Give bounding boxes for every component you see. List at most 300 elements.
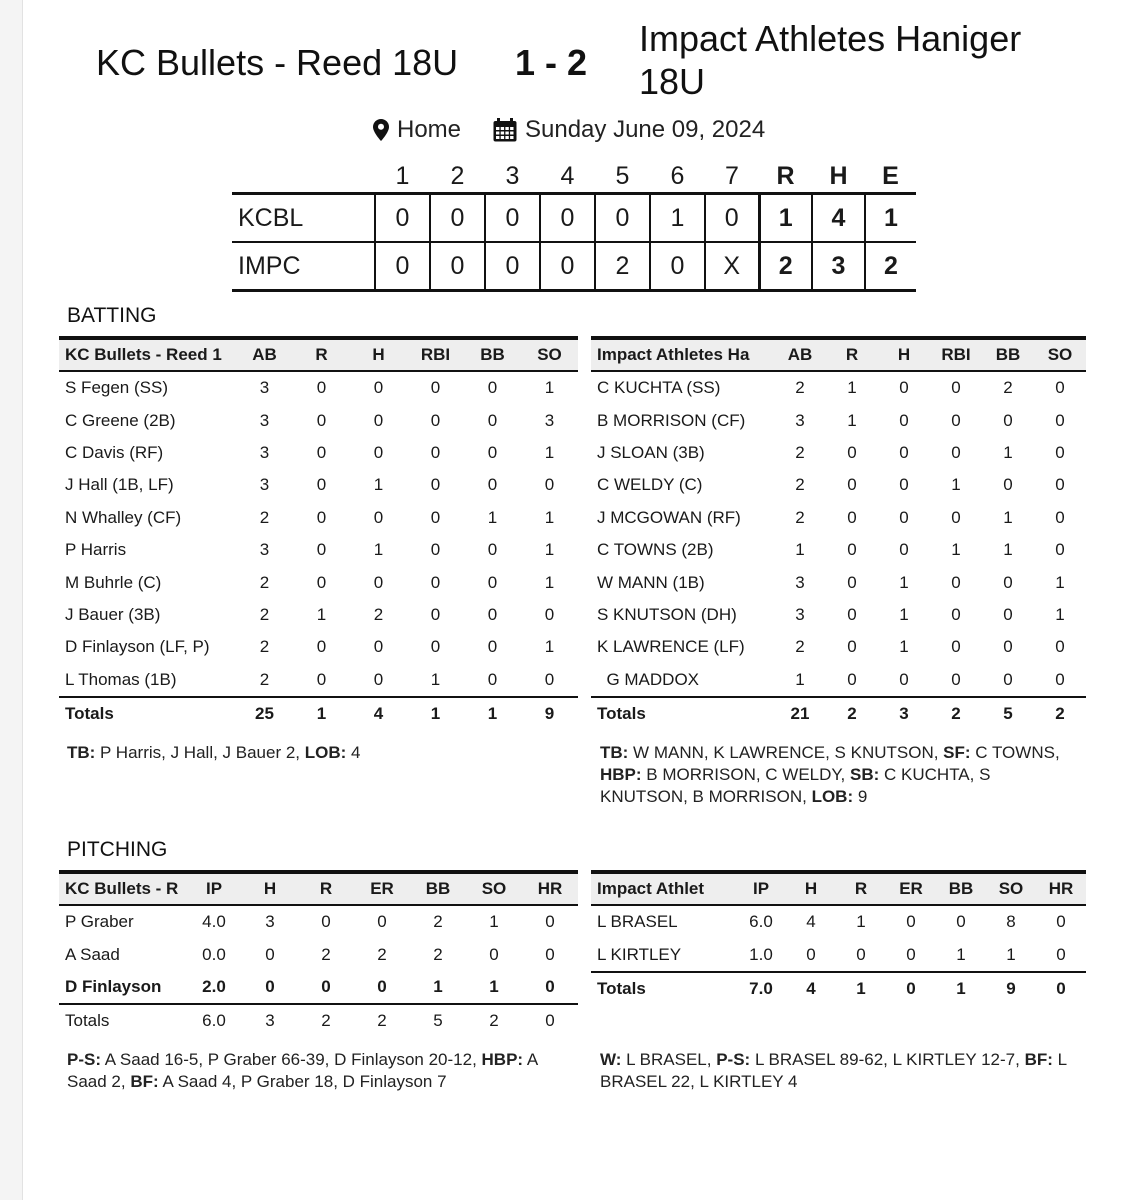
- stat-cell: 0: [316, 475, 327, 495]
- stat-cell: 0: [373, 442, 384, 462]
- player-name: J Hall (1B, LF): [65, 475, 174, 495]
- totals-cell: 1: [836, 972, 886, 1005]
- stat-cell: 1: [489, 912, 499, 932]
- linescore-table: [232, 160, 916, 292]
- stat-cell: 0: [1056, 912, 1066, 932]
- team-column-header: Impact Athletes Ha: [591, 338, 774, 371]
- stat-cell: 0: [316, 507, 327, 527]
- player-row: [59, 566, 578, 598]
- stat-cell: 0: [487, 540, 498, 560]
- stat-cell: 0: [489, 944, 499, 964]
- stat-column-header: BB: [464, 338, 521, 371]
- player-row: [591, 664, 1086, 697]
- stat-cell: 3: [259, 540, 270, 560]
- stat-cell: 0: [1055, 637, 1065, 657]
- home-team-name: KC Bullets - Reed 18U: [96, 42, 459, 83]
- stat-cell: 0: [1003, 572, 1013, 592]
- map-pin-icon: [373, 119, 389, 141]
- note-label: HBP:: [481, 1050, 524, 1069]
- totals-cell: 5: [982, 697, 1034, 730]
- note-label: P-S:: [716, 1050, 751, 1069]
- calendar-icon: [493, 118, 517, 142]
- stat-cell: 0: [1003, 669, 1013, 689]
- stat-column-header: HR: [1036, 872, 1086, 905]
- stat-cell: 0: [1055, 442, 1065, 462]
- stat-column-header: R: [293, 338, 350, 371]
- player-name: K LAWRENCE (LF): [597, 637, 745, 657]
- stat-cell: 0: [430, 410, 441, 430]
- team-column-header: Impact Athlet: [591, 872, 736, 905]
- note-label: SF:: [943, 743, 971, 762]
- pitching-table-away: [591, 870, 1086, 1005]
- player-row: [591, 631, 1086, 663]
- player-row: [591, 437, 1086, 469]
- stat-cell: 0: [899, 540, 909, 560]
- stat-column-header: ER: [886, 872, 936, 905]
- note-text: L BRASEL 89-62, L KIRTLEY 12-7,: [750, 1050, 1025, 1069]
- hits-header: H: [829, 161, 848, 190]
- stat-cell: 0: [544, 475, 555, 495]
- stat-cell: 6.0: [749, 912, 773, 932]
- stat-cell: 0: [316, 637, 327, 657]
- stat-cell: 0: [847, 637, 857, 657]
- stat-cell: 2: [259, 669, 270, 689]
- stat-cell: 0: [430, 378, 441, 398]
- player-row: [591, 534, 1086, 566]
- inning-score: 0: [375, 242, 430, 291]
- inning-header: 7: [725, 161, 739, 190]
- stat-cell: 1: [544, 378, 555, 398]
- stat-cell: 1: [899, 637, 909, 657]
- final-score: 1 - 2: [515, 42, 588, 83]
- stat-cell: 0: [1003, 637, 1013, 657]
- stat-cell: 0: [1055, 378, 1065, 398]
- pitching-table-home: [59, 870, 578, 1038]
- player-row: [591, 905, 1086, 938]
- stat-column-header: IP: [736, 872, 786, 905]
- player-row: [59, 437, 578, 469]
- stat-cell: 0: [522, 971, 578, 1004]
- stat-cell: 0: [951, 410, 961, 430]
- player-name: C Davis (RF): [65, 442, 164, 462]
- stat-cell: 2: [259, 507, 270, 527]
- stat-cell: 0: [956, 912, 966, 932]
- pitching-section-title: PITCHING: [67, 838, 168, 861]
- totals-cell: 2: [1034, 697, 1086, 730]
- totals-cell: 2: [930, 697, 982, 730]
- stat-cell: 0: [316, 540, 327, 560]
- player-name: L Thomas (1B): [65, 669, 177, 689]
- player-row: [591, 599, 1086, 631]
- stat-cell: 0: [899, 410, 909, 430]
- stat-cell: 0: [354, 971, 410, 1004]
- stat-cell: 0: [373, 572, 384, 592]
- totals-cell: 0: [1036, 972, 1086, 1005]
- stat-cell: 0: [806, 944, 816, 964]
- stat-cell: 0: [847, 572, 857, 592]
- stat-cell: 0: [847, 669, 857, 689]
- team-column-header: KC Bullets - Reed 1: [59, 338, 236, 371]
- stat-column-header: HR: [522, 872, 578, 905]
- stat-cell: 1: [544, 507, 555, 527]
- stat-cell: 1: [956, 944, 966, 964]
- player-row: [59, 905, 578, 938]
- inning-score: 0: [430, 194, 485, 243]
- stat-cell: 0: [545, 944, 555, 964]
- note-label: P-S:: [67, 1050, 101, 1069]
- stat-cell: 0: [316, 572, 327, 592]
- stat-cell: 0: [487, 637, 498, 657]
- stat-column-header: SO: [521, 338, 578, 371]
- note-text: L BRASEL,: [621, 1050, 717, 1069]
- stat-cell: 2: [259, 572, 270, 592]
- note-label: LOB:: [811, 787, 854, 806]
- stat-column-header: H: [878, 338, 930, 371]
- inning-score: 0: [540, 194, 595, 243]
- stat-cell: 0: [316, 378, 327, 398]
- player-row: [591, 371, 1086, 404]
- batting-table-home: [59, 336, 578, 730]
- stat-cell: 0: [430, 442, 441, 462]
- inning-score: 0: [430, 242, 485, 291]
- stat-cell: 2: [259, 604, 270, 624]
- note-label: TB:: [67, 743, 96, 762]
- totals-label: Totals: [591, 972, 736, 1005]
- stat-column-header: IP: [186, 872, 242, 905]
- stat-cell: 1: [316, 604, 327, 624]
- stat-cell: 1: [1003, 507, 1013, 527]
- player-name: C TOWNS (2B): [597, 540, 714, 560]
- batting-notes-home: [67, 742, 567, 764]
- stat-cell: 1: [373, 540, 384, 560]
- stat-cell: 0: [899, 378, 909, 398]
- player-name: C WELDY (C): [597, 475, 703, 495]
- box-score-page: [22, 0, 1143, 1200]
- stat-cell: 3: [544, 410, 555, 430]
- stat-cell: 1.0: [749, 944, 773, 964]
- totals-cell: 0: [522, 1004, 578, 1037]
- stat-cell: 0: [1055, 540, 1065, 560]
- totals-cell: 3: [878, 697, 930, 730]
- totals-cell: 7.0: [736, 972, 786, 1005]
- player-name: L KIRTLEY: [597, 944, 682, 964]
- player-name: J Bauer (3B): [65, 604, 161, 624]
- stat-cell: 3: [795, 572, 805, 592]
- stat-cell: 0: [430, 604, 441, 624]
- player-row: [59, 469, 578, 501]
- stat-cell: 2: [1003, 378, 1013, 398]
- stat-cell: 0: [951, 604, 961, 624]
- inning-score: X: [705, 242, 759, 291]
- batting-section-title: BATTING: [67, 304, 157, 327]
- stat-column-header: RBI: [930, 338, 982, 371]
- stat-cell: 0: [373, 637, 384, 657]
- stat-cell: 0: [487, 378, 498, 398]
- player-row: [591, 566, 1086, 598]
- note-text: A Saad 16-5, P Graber 66-39, D Finlayson 20-12,: [101, 1050, 482, 1069]
- stat-cell: 0: [377, 912, 387, 932]
- stat-cell: 0: [373, 378, 384, 398]
- stat-header-row: [59, 872, 578, 905]
- stat-column-header: R: [836, 872, 886, 905]
- stat-cell: 0: [487, 475, 498, 495]
- batting-notes-away: [600, 742, 1080, 808]
- stat-cell: 1: [951, 540, 961, 560]
- note-label: SB:: [850, 765, 880, 784]
- stat-cell: 3: [259, 378, 270, 398]
- stat-cell: 0: [847, 540, 857, 560]
- note-text: A Saad 4, P Graber 18, D Finlayson 7: [158, 1072, 447, 1091]
- stat-cell: 0: [1055, 507, 1065, 527]
- totals-cell: 9: [986, 972, 1036, 1005]
- stat-cell: 0: [544, 669, 555, 689]
- note-text: C TOWNS,: [970, 743, 1060, 762]
- stat-cell: 0: [487, 572, 498, 592]
- totals-cell: 1: [464, 697, 521, 730]
- stat-cell: 1: [847, 378, 857, 398]
- stat-cell: 0: [430, 572, 441, 592]
- stat-cell: 0: [373, 410, 384, 430]
- runs-total: 1: [759, 194, 812, 243]
- stat-cell: 1: [1003, 442, 1013, 462]
- linescore-row-home: [232, 194, 916, 243]
- stat-cell: 0: [487, 410, 498, 430]
- stat-column-header: AB: [774, 338, 826, 371]
- note-text: W MANN, K LAWRENCE, S KNUTSON,: [628, 743, 944, 762]
- stat-column-header: BB: [982, 338, 1034, 371]
- player-row: [59, 938, 578, 970]
- errors-total: 1: [865, 194, 916, 243]
- stat-cell: 3: [795, 604, 805, 624]
- stat-cell: 2: [795, 442, 805, 462]
- inning-score: 0: [485, 242, 540, 291]
- stat-cell: 0.0: [202, 944, 226, 964]
- stat-cell: 0: [265, 944, 275, 964]
- stat-cell: 1: [544, 637, 555, 657]
- stat-cell: 2: [795, 475, 805, 495]
- stat-cell: 0: [951, 442, 961, 462]
- runs-total: 2: [759, 242, 812, 291]
- stat-column-header: SO: [986, 872, 1036, 905]
- location: [373, 116, 461, 144]
- stat-cell: 1: [544, 442, 555, 462]
- player-name: J SLOAN (3B): [597, 442, 705, 462]
- stat-cell: 1: [544, 572, 555, 592]
- stat-column-header: SO: [1034, 338, 1086, 371]
- stat-column-header: BB: [936, 872, 986, 905]
- date-label: Sunday June 09, 2024: [525, 116, 766, 143]
- totals-label: Totals: [591, 697, 774, 730]
- note-label: HBP:: [600, 765, 642, 784]
- player-row: [59, 631, 578, 663]
- stat-column-header: AB: [236, 338, 293, 371]
- game-date: [493, 116, 765, 144]
- totals-row: [59, 697, 578, 730]
- stat-cell: 0: [316, 669, 327, 689]
- player-name: C KUCHTA (SS): [597, 378, 721, 398]
- stat-cell: 0: [373, 507, 384, 527]
- stat-cell: 0: [321, 912, 331, 932]
- stat-cell: 0: [316, 410, 327, 430]
- stat-cell: 1: [373, 475, 384, 495]
- player-row: [591, 404, 1086, 436]
- away-team-name: Impact Athletes Haniger 18U: [639, 18, 1022, 102]
- stat-cell: 0: [906, 912, 916, 932]
- inning-header: 4: [560, 161, 575, 190]
- stat-cell: 0: [487, 604, 498, 624]
- stat-cell: 0: [899, 475, 909, 495]
- stat-cell: 0: [544, 604, 555, 624]
- stat-cell: 0: [430, 540, 441, 560]
- player-name: G MADDOX: [597, 669, 700, 689]
- team-column-header: KC Bullets - R: [59, 872, 186, 905]
- note-label: TB:: [600, 743, 629, 762]
- player-row: [59, 971, 578, 1004]
- stat-cell: 0: [487, 442, 498, 462]
- totals-row: [591, 972, 1086, 1005]
- stat-cell: 2: [433, 944, 443, 964]
- stat-cell: 0: [951, 669, 961, 689]
- stat-cell: 3: [259, 475, 270, 495]
- stat-cell: 1: [1055, 604, 1065, 624]
- stat-column-header: BB: [410, 872, 466, 905]
- player-name: W MANN (1B): [597, 572, 705, 592]
- stat-cell: 3: [265, 912, 275, 932]
- player-row: [59, 664, 578, 697]
- totals-cell: 1: [936, 972, 986, 1005]
- stat-cell: 0: [242, 971, 298, 1004]
- totals-row: [591, 697, 1086, 730]
- stat-cell: 2: [433, 912, 443, 932]
- stat-cell: 1: [795, 669, 805, 689]
- stat-cell: 2.0: [186, 971, 242, 1004]
- player-name: L BRASEL: [597, 912, 678, 932]
- stat-column-header: ER: [354, 872, 410, 905]
- totals-label: Totals: [59, 697, 236, 730]
- note-text: L BRASEL 22, L KIRTLEY 4: [600, 1050, 1067, 1091]
- stat-cell: 3: [259, 410, 270, 430]
- pitching-notes-away: [600, 1049, 1080, 1093]
- player-row: [59, 404, 578, 436]
- player-row: [59, 534, 578, 566]
- inning-header: 2: [450, 161, 465, 190]
- player-row: [591, 469, 1086, 501]
- totals-cell: 4: [786, 972, 836, 1005]
- stat-cell: 0: [430, 637, 441, 657]
- stat-column-header: SO: [466, 872, 522, 905]
- inning-header: 1: [395, 161, 410, 190]
- stat-cell: 0: [847, 604, 857, 624]
- location-label: Home: [397, 116, 462, 143]
- hits-total: 3: [812, 242, 865, 291]
- stat-cell: 0: [487, 669, 498, 689]
- stat-cell: 0: [951, 637, 961, 657]
- player-name: D Finlayson (LF, P): [65, 637, 210, 657]
- player-name: B MORRISON (CF): [597, 410, 746, 430]
- player-name: D Finlayson: [59, 971, 186, 1004]
- batting-table-away: [591, 336, 1086, 730]
- team-abbrev: KCBL: [232, 194, 375, 243]
- player-row: [59, 371, 578, 404]
- player-name: A Saad: [65, 944, 120, 964]
- stat-cell: 2: [795, 637, 805, 657]
- stat-cell: 0: [1055, 475, 1065, 495]
- stat-cell: 2: [795, 378, 805, 398]
- totals-cell: 21: [774, 697, 826, 730]
- stat-column-header: H: [786, 872, 836, 905]
- player-name: P Harris: [65, 540, 127, 560]
- inning-header: 6: [670, 161, 685, 190]
- note-label: BF:: [130, 1072, 159, 1091]
- errors-total: 2: [865, 242, 916, 291]
- player-name: M Buhrle (C): [65, 572, 162, 592]
- linescore-row-away: [232, 242, 916, 291]
- stat-cell: 0: [847, 475, 857, 495]
- stat-cell: 2: [795, 507, 805, 527]
- stat-cell: 0: [545, 912, 555, 932]
- stat-cell: 3: [795, 410, 805, 430]
- inning-score: 0: [650, 242, 705, 291]
- stat-cell: 3: [259, 442, 270, 462]
- stat-cell: 4.0: [202, 912, 226, 932]
- stat-cell: 0: [316, 442, 327, 462]
- totals-cell: 6.0: [186, 1004, 242, 1037]
- totals-cell: 5: [410, 1004, 466, 1037]
- stat-cell: 0: [373, 669, 384, 689]
- stat-cell: 2: [321, 944, 331, 964]
- linescore-header-row: [232, 160, 916, 194]
- runs-header: R: [776, 161, 795, 190]
- stat-column-header: H: [350, 338, 407, 371]
- note-label: W:: [600, 1050, 622, 1069]
- note-label: BF:: [1024, 1050, 1053, 1069]
- inning-score: 2: [595, 242, 650, 291]
- inning-score: 0: [705, 194, 759, 243]
- hits-total: 4: [812, 194, 865, 243]
- player-name: J MCGOWAN (RF): [597, 507, 741, 527]
- inning-header: 3: [505, 161, 520, 190]
- totals-label: Totals: [59, 1004, 186, 1037]
- stat-column-header: R: [298, 872, 354, 905]
- player-name: N Whalley (CF): [65, 507, 182, 527]
- inning-score: 0: [375, 194, 430, 243]
- note-text: P Harris, J Hall, J Bauer 2,: [95, 743, 305, 762]
- stat-header-row: [591, 338, 1086, 371]
- team-abbrev: IMPC: [232, 242, 375, 291]
- totals-cell: 25: [236, 697, 293, 730]
- stat-cell: 0: [1056, 944, 1066, 964]
- stat-cell: 2: [373, 604, 384, 624]
- stat-cell: 1: [951, 475, 961, 495]
- player-row: [591, 502, 1086, 534]
- player-name: P Graber: [65, 912, 134, 932]
- stat-cell: 0: [1003, 475, 1013, 495]
- player-name: S KNUTSON (DH): [597, 604, 737, 624]
- totals-cell: 0: [886, 972, 936, 1005]
- stat-column-header: R: [826, 338, 878, 371]
- inning-score: 0: [485, 194, 540, 243]
- note-label: LOB:: [304, 743, 347, 762]
- totals-cell: 1: [407, 697, 464, 730]
- stat-cell: 0: [856, 944, 866, 964]
- stat-cell: 1: [847, 410, 857, 430]
- stat-cell: 0: [847, 507, 857, 527]
- stat-header-row: [59, 338, 578, 371]
- stat-cell: 1: [466, 971, 522, 1004]
- inning-score: 1: [650, 194, 705, 243]
- stat-cell: 0: [899, 507, 909, 527]
- player-row: [591, 938, 1086, 971]
